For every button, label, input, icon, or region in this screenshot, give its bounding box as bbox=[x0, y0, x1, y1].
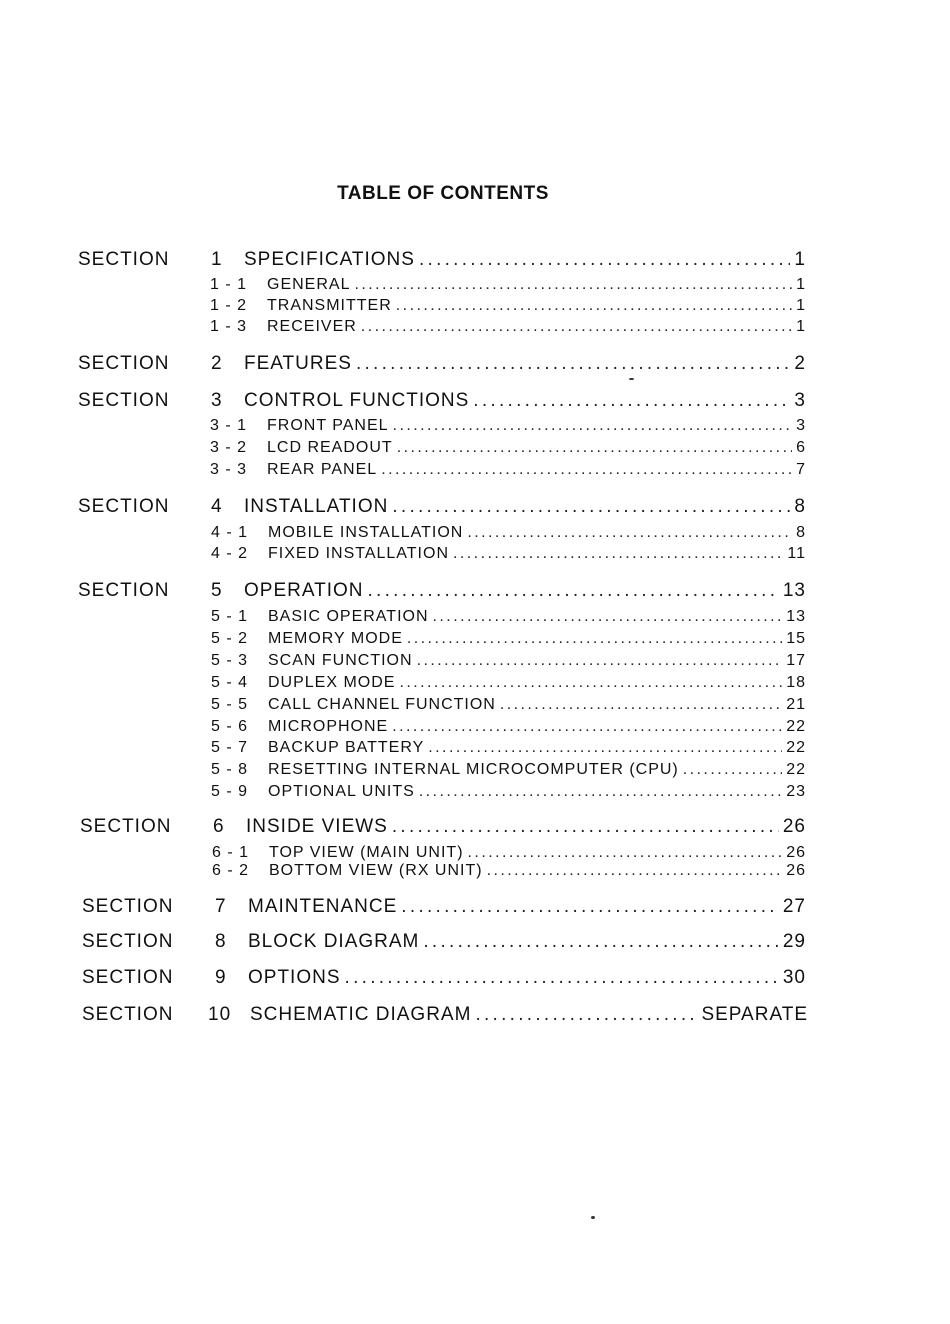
toc-section-row bbox=[211, 580, 806, 602]
page-number: 11 bbox=[787, 545, 806, 562]
section-number: 3 bbox=[211, 390, 223, 411]
section-title: OPTIONS bbox=[248, 967, 341, 988]
dot-leader bbox=[401, 896, 779, 918]
section-word: SECTION bbox=[82, 967, 174, 988]
subsection-title: MEMORY MODE bbox=[268, 630, 403, 647]
dot-leader bbox=[468, 844, 783, 862]
scan-speck bbox=[629, 378, 634, 380]
dot-leader bbox=[475, 1004, 697, 1026]
scan-speck bbox=[591, 1216, 595, 1219]
section-word: SECTION bbox=[78, 496, 170, 517]
dot-leader bbox=[473, 390, 790, 412]
subsection-number: 1 - 3 bbox=[210, 318, 248, 335]
page-number: 8 bbox=[796, 524, 806, 541]
section-title: INSTALLATION bbox=[244, 496, 389, 517]
subsection-title: RECEIVER bbox=[267, 318, 357, 335]
page-number: 2 bbox=[794, 353, 806, 374]
section-word: SECTION bbox=[78, 580, 170, 601]
toc-section-row bbox=[215, 896, 806, 918]
page-number: 23 bbox=[786, 783, 806, 800]
section-title: OPERATION bbox=[244, 580, 364, 601]
section-number: 7 bbox=[215, 896, 227, 917]
subsection-title: LCD READOUT bbox=[267, 439, 393, 456]
toc-subsection-row bbox=[211, 608, 806, 626]
page-number: 22 bbox=[786, 739, 806, 756]
page-number: 1 bbox=[796, 318, 806, 335]
subsection-number: 5 - 2 bbox=[211, 630, 249, 647]
dot-leader bbox=[500, 696, 782, 714]
page-number: 3 bbox=[794, 390, 806, 411]
section-title: SPECIFICATIONS bbox=[244, 249, 415, 270]
subsection-title: OPTIONAL UNITS bbox=[268, 783, 415, 800]
dot-leader bbox=[417, 652, 783, 670]
dot-leader bbox=[419, 783, 782, 801]
subsection-title: REAR PANEL bbox=[267, 461, 378, 478]
section-word: SECTION bbox=[78, 390, 170, 411]
page-number: 15 bbox=[786, 630, 806, 647]
section-title: BLOCK DIAGRAM bbox=[248, 931, 420, 952]
toc-section-row bbox=[211, 390, 806, 412]
section-title: SCHEMATIC DIAGRAM bbox=[250, 1004, 472, 1025]
page-number: 29 bbox=[782, 931, 806, 952]
page-number: 22 bbox=[786, 718, 806, 735]
page-number: 13 bbox=[786, 608, 806, 625]
subsection-number: 1 - 2 bbox=[210, 297, 248, 314]
dot-leader bbox=[407, 630, 782, 648]
subsection-number: 5 - 9 bbox=[211, 783, 249, 800]
subsection-number: 5 - 1 bbox=[211, 608, 249, 625]
toc-subsection-row bbox=[210, 439, 806, 457]
dot-leader bbox=[487, 862, 783, 880]
section-word: SECTION bbox=[80, 816, 172, 837]
toc-subsection-row bbox=[210, 461, 806, 479]
toc-section-row bbox=[211, 496, 806, 518]
subsection-number: 5 - 7 bbox=[211, 739, 249, 756]
dot-leader bbox=[683, 761, 782, 779]
dot-leader bbox=[354, 276, 792, 294]
subsection-number: 4 - 1 bbox=[211, 524, 249, 541]
dot-leader bbox=[356, 353, 790, 375]
section-number: 10 bbox=[208, 1004, 232, 1025]
dot-leader bbox=[399, 674, 782, 692]
toc-subsection-row bbox=[211, 630, 806, 648]
subsection-number: 4 - 2 bbox=[211, 545, 249, 562]
subsection-number: 3 - 1 bbox=[210, 417, 248, 434]
page-number: 26 bbox=[786, 862, 806, 879]
subsection-title: BASIC OPERATION bbox=[268, 608, 429, 625]
section-number: 2 bbox=[211, 353, 223, 374]
subsection-title: BACKUP BATTERY bbox=[268, 739, 425, 756]
section-number: 6 bbox=[213, 816, 225, 837]
page-number: 26 bbox=[782, 816, 806, 837]
section-number: 8 bbox=[215, 931, 227, 952]
subsection-number: 5 - 3 bbox=[211, 652, 249, 669]
toc-subsection-row bbox=[212, 862, 806, 880]
subsection-title: DUPLEX MODE bbox=[268, 674, 396, 691]
dot-leader bbox=[423, 931, 778, 953]
subsection-number: 5 - 4 bbox=[211, 674, 249, 691]
page-number: 22 bbox=[786, 761, 806, 778]
page-number: 17 bbox=[786, 652, 806, 669]
page-number: 13 bbox=[782, 580, 806, 601]
page-number: SEPARATE bbox=[701, 1004, 808, 1025]
subsection-title: RESETTING INTERNAL MICROCOMPUTER (CPU) bbox=[268, 761, 679, 778]
subsection-title: BOTTOM VIEW (RX UNIT) bbox=[269, 862, 483, 879]
section-word: SECTION bbox=[82, 931, 174, 952]
page-number: 30 bbox=[782, 967, 806, 988]
page-number: 1 bbox=[796, 276, 806, 293]
dot-leader bbox=[397, 439, 792, 457]
toc-subsection-row bbox=[211, 761, 806, 779]
subsection-title: TRANSMITTER bbox=[267, 297, 392, 314]
toc-section-row bbox=[211, 249, 806, 271]
page-number: 21 bbox=[786, 696, 806, 713]
toc-subsection-row bbox=[211, 652, 806, 670]
dot-leader bbox=[453, 545, 783, 563]
page-number: 27 bbox=[782, 896, 806, 917]
toc-subsection-row bbox=[211, 718, 806, 736]
toc-section-row bbox=[215, 931, 806, 953]
subsection-title: CALL CHANNEL FUNCTION bbox=[268, 696, 496, 713]
subsection-title: GENERAL bbox=[267, 276, 351, 293]
section-title: INSIDE VIEWS bbox=[246, 816, 388, 837]
toc-subsection-row bbox=[211, 524, 806, 542]
toc-subsection-row bbox=[210, 417, 806, 435]
subsection-number: 5 - 6 bbox=[211, 718, 249, 735]
toc-subsection-row bbox=[210, 297, 806, 315]
section-title: MAINTENANCE bbox=[248, 896, 398, 917]
page-title: TABLE OF CONTENTS bbox=[337, 183, 549, 204]
page-number: 6 bbox=[796, 439, 806, 456]
section-number: 9 bbox=[215, 967, 227, 988]
toc-section-row bbox=[211, 353, 806, 375]
page-number: 18 bbox=[786, 674, 806, 691]
subsection-title: FRONT PANEL bbox=[267, 417, 389, 434]
subsection-number: 5 - 8 bbox=[211, 761, 249, 778]
dot-leader bbox=[419, 249, 790, 271]
subsection-title: MOBILE INSTALLATION bbox=[268, 524, 464, 541]
subsection-number: 6 - 2 bbox=[212, 862, 250, 879]
section-word: SECTION bbox=[78, 249, 170, 270]
dot-leader bbox=[393, 417, 793, 435]
toc-subsection-row bbox=[211, 545, 806, 563]
dot-leader bbox=[428, 739, 782, 757]
section-title: FEATURES bbox=[244, 353, 352, 374]
page-number: 1 bbox=[796, 297, 806, 314]
toc-subsection-row bbox=[212, 844, 806, 862]
toc-subsection-row bbox=[211, 739, 806, 757]
subsection-number: 3 - 2 bbox=[210, 439, 248, 456]
page-number: 1 bbox=[794, 249, 806, 270]
dot-leader bbox=[361, 318, 792, 336]
section-number: 1 bbox=[211, 249, 223, 270]
section-word: SECTION bbox=[82, 1004, 174, 1025]
dot-leader bbox=[392, 718, 782, 736]
subsection-number: 5 - 5 bbox=[211, 696, 249, 713]
toc-subsection-row bbox=[211, 674, 806, 692]
section-word: SECTION bbox=[78, 353, 170, 374]
subsection-number: 1 - 1 bbox=[210, 276, 248, 293]
subsection-title: SCAN FUNCTION bbox=[268, 652, 413, 669]
toc-subsection-row bbox=[210, 276, 806, 294]
dot-leader bbox=[368, 580, 779, 602]
page-number: 7 bbox=[796, 461, 806, 478]
page-number: 3 bbox=[796, 417, 806, 434]
toc-section-row bbox=[213, 816, 806, 838]
toc-subsection-row bbox=[210, 318, 806, 336]
dot-leader bbox=[392, 496, 790, 518]
subsection-number: 3 - 3 bbox=[210, 461, 248, 478]
subsection-number: 6 - 1 bbox=[212, 844, 250, 861]
page-number: 26 bbox=[786, 844, 806, 861]
toc-section-row bbox=[215, 967, 806, 989]
subsection-title: TOP VIEW (MAIN UNIT) bbox=[269, 844, 464, 861]
dot-leader bbox=[467, 524, 792, 542]
subsection-title: FIXED INSTALLATION bbox=[268, 545, 449, 562]
toc-section-row bbox=[208, 1004, 808, 1026]
dot-leader bbox=[396, 297, 792, 315]
section-number: 4 bbox=[211, 496, 223, 517]
page-number: 8 bbox=[794, 496, 806, 517]
toc-subsection-row bbox=[211, 783, 806, 801]
section-word: SECTION bbox=[82, 896, 174, 917]
dot-leader bbox=[345, 967, 779, 989]
dot-leader bbox=[392, 816, 779, 838]
section-number: 5 bbox=[211, 580, 223, 601]
toc-subsection-row bbox=[211, 696, 806, 714]
dot-leader bbox=[433, 608, 783, 626]
section-title: CONTROL FUNCTIONS bbox=[244, 390, 470, 411]
dot-leader bbox=[381, 461, 792, 479]
subsection-title: MICROPHONE bbox=[268, 718, 389, 735]
